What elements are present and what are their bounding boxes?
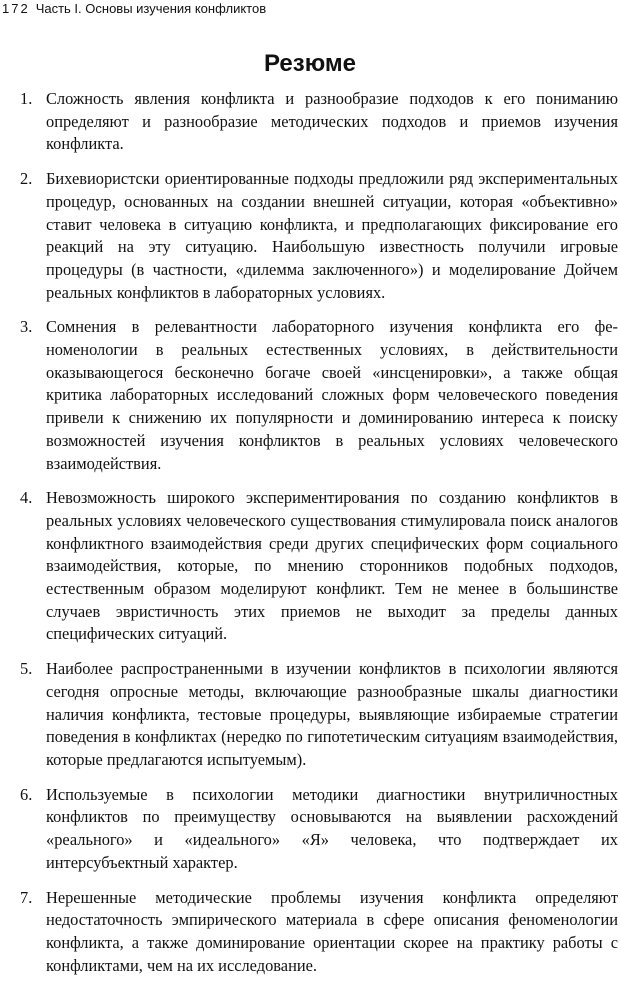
item-text: Нерешенные методические проблемы изучения конфликта определяют недостаточность эмпирического материала в сфере описания феноменологии конфликта, а также доминирование ориентации скорее на практику работы с конфликтами, чем на их исследование. <box>46 887 618 975</box>
summary-item-4 <box>0 487 620 646</box>
item-text: Используемые в психологии методики диагностики внутриличностных конфликтов по преимуществу основываются на выявлении расхождений «реального» и «идеального» «Я» человека, что подтверждает их интерсубъектный характер. <box>46 784 618 872</box>
page-number: 172 <box>2 1 30 16</box>
summary-list <box>0 88 620 989</box>
section-title: Резюме <box>264 50 356 77</box>
running-header <box>2 1 266 17</box>
item-number: 3. <box>20 317 33 337</box>
summary-item-3 <box>0 316 620 475</box>
item-text: Сложность явления конфликта и разнообразие подходов к его пониманию определяют и разнообразие методических подходов и приемов изучения конфликта. <box>46 89 618 154</box>
item-number: 6. <box>20 784 33 804</box>
item-number: 5. <box>20 659 33 679</box>
item-text: Наиболее распространенными в изучении конфликтов в психологии являются сегодня опросные методы, включающие разнообразные шкалы диагностики наличия конфликта, тестовые процедуры, выявляющие избираемые стратегии поведения в конфликтах (нередко по гипотетическим ситуациям взаимодействия, которые предлагаются испытуемым). <box>46 659 618 769</box>
item-text: Невозможность широкого экспериментирования по созданию конфликтов в реальных условиях человеческого существования стимулировала поиск аналогов конфликтного взаимодействия среди других специфических форм социального взаимодействия, которые, по мнению сторонников подобных подходов, естественным образом моделируют конфликт. Тем не менее в большинстве случаев эвристичность этих приемов не выходит за пределы данных специфических ситуаций. <box>46 488 618 644</box>
item-number: 1. <box>20 89 33 108</box>
summary-item-6 <box>0 784 620 875</box>
summary-item-2 <box>0 168 620 304</box>
summary-item-1 <box>0 88 620 156</box>
summary-item-7 <box>0 887 620 978</box>
item-text: Сомнения в релевантности лабораторного изучения конфликта его феноменологии в реальных естественных условиях, в действительности оказывающегося бесконечно богаче своей «инсценировки», а также общая критика лабораторных исследований сложных форм человеческого поведения привели к снижению их популярности и доминированию интереса к поиску возможностей изучения конфликтов в реальных условиях человеческого взаимодействия. <box>46 317 618 473</box>
item-number: 7. <box>20 887 33 907</box>
item-number: 2. <box>20 169 33 189</box>
running-title: Часть I. Основы изучения конфликтов <box>35 1 267 16</box>
item-text: Бихевиористски ориентированные подходы предложили ряд экспериментальных процедур, основанных на создании внешней ситуации, которая «объективно» ставит человека в ситуацию конфликта, и предполагающих фиксирование его реакций на эту ситуацию. Наибольшую известность получили игровые процедуры (в частности, «дилемма заключенного») и моделирование Дойчем реальных конфликтов в лабораторных условиях. <box>46 169 618 302</box>
summary-item-5 <box>0 658 620 772</box>
item-number: 4. <box>20 488 33 508</box>
